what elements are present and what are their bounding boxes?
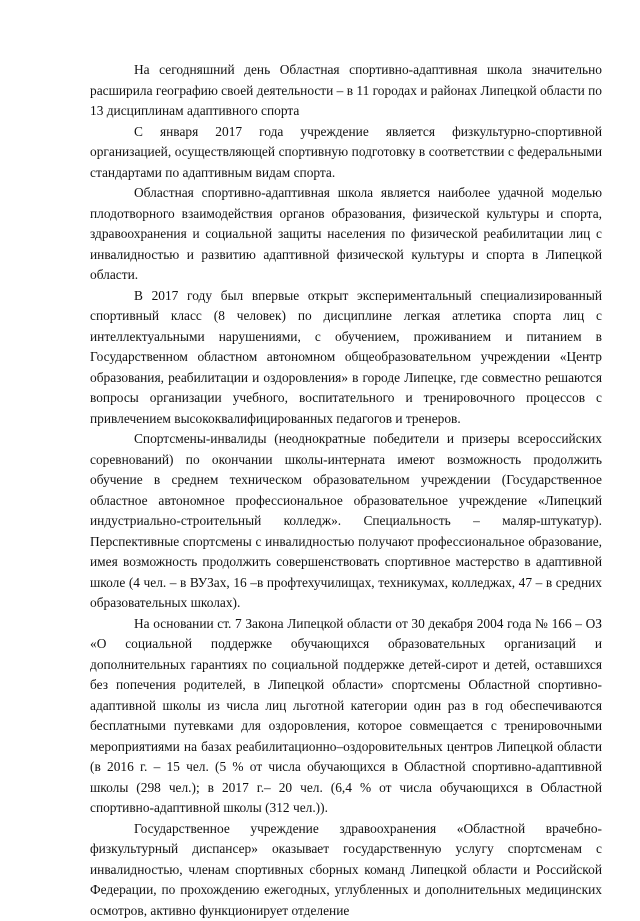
paragraph-medical-service: Государственное учреждение здравоохранения «Областной врачебно-физкультурный диспансер» оказывает государственную услугу спортсменам с инвалидностью, членам спортивных сборных команд Липецкой области и Российской Федерации, по прохождению ежегодных, углубленных и дополнительных медицинских осмотров, активно функционирует отделение (90, 819, 602, 921)
paragraph-further-education: Спортсмены-инвалиды (неоднократные победители и призеры всероссийских соревнований) по окончании школы-интерната имеют возможность продолжить обучение в среднем техническом образовательном учреждении (Государственное областное автономное профессиональное образовательное учреждение «Липецкий индустриально-строительный колледж». Специальность – маляр-штукатур). Перспективные спортсмены с инвалидностью получают профессиональное образование, имея возможность продолжить совершенствовать спортивное мастерство в адаптивной школе (4 чел. – в ВУЗах, 16 –в профтехучилищах, техникумах, колледжах, 47 – в средних образовательных школах). (90, 429, 602, 614)
paragraph-geography: На сегодняшний день Областная спортивно-адаптивная школа значительно расширила географию своей деятельности – в 11 городах и районах Липецкой области по 13 дисциплинам адаптивного спорта (90, 60, 602, 122)
paragraph-status-2017: С января 2017 года учреждение является физкультурно-спортивной организацией, осуществляющей спортивную подготовку в соответствии с федеральными стандартами по адаптивным видам спорта. (90, 122, 602, 184)
paragraph-interaction-model: Областная спортивно-адаптивная школа является наиболее удачной моделью плодотворного взаимодействия органов образования, физической культуры и спорта, здравоохранения и социальной защиты населения по физической реабилитации лиц с инвалидностью и развитию адаптивной физической культуры и спорта в Липецкой области. (90, 183, 602, 286)
paragraph-experimental-class: В 2017 году был впервые открыт экспериментальный специализированный спортивный класс (8 человек) по дисциплине легкая атлетика спорта лиц с интеллектуальными нарушениями, с обучением, проживанием и питанием в Государственном областном автономном общеобразовательном учреждении «Центр образования, реабилитации и оздоровления» в городе Липецке, где совместно решаются вопросы организации учебного, воспитательного и тренировочного процессов с привлечением высококвалифицированных педагогов и тренеров. (90, 286, 602, 430)
paragraph-social-support: На основании ст. 7 Закона Липецкой области от 30 декабря 2004 года № 166 – ОЗ «О социальной поддержке обучающихся образовательных организаций и дополнительных гарантиях по социальной поддержке детей-сирот и детей, оставшихся без попечения родителей, в Липецкой области» спортсмены Областной спортивно-адаптивной школы из числа лиц льготной категории один раз в год обеспечиваются бесплатными путевками для оздоровления, которое совмещается с тренировочными мероприятиями на базах реабилитационно–оздоровительных центров Липецкой области (в 2016 г. – 15 чел. (5 % от числа обучающихся в Областной спортивно-адаптивной школы (298 чел.); в 2017 г.– 20 чел. (6,4 % от числа обучающихся в Областной спортивно-адаптивной школы (312 чел.)). (90, 614, 602, 819)
